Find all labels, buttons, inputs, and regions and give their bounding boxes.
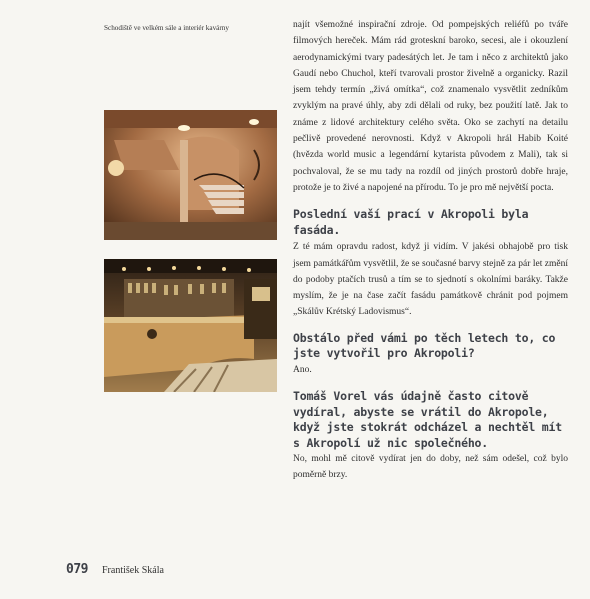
author-name: František Skála [101, 565, 164, 576]
body-paragraph: najít všemožné inspirační zdroje. Od pompejských reliéfů po tváře filmových hereček. Mám rád groteskní baroko, secesi, ale i okouzlení aerodynamickými tvary padesátých let. Je tam i něco z architektů jako Gaudí nebo Chuchol, kteří tvarovali prostor živelně a organicky. Razil jsem tehdy termín „živá omítka“, což znamenalo vysvětlit zedníkům zvyklým na pravé úhly, aby zdi dělali od ruky, bez použití latě. Jak to známe z lidové architektury celého světa. Oko se zachytí na detailu pečlivě provedené nerovnosti. Když v Akropoli hrál Habib Koité (hvězda world music a legendární kytarista původem z Mali), tak si pochvaloval, že se mu tady na rozdíl od jiných prostorů dobře hraje, protože je to živé a napojené na přírodu. To je pro mě největší pocta. [293, 20, 568, 193]
cafe-interior-photo [104, 259, 277, 392]
question-heading: Poslední vaší prací v Akropoli byla fasáda. [293, 207, 529, 237]
body-paragraph: No, mohl mě citově vydírat jen do doby, než sám odešel, což bylo poměrně brzy. [293, 454, 568, 481]
body-paragraph: Ano. [293, 364, 312, 375]
staircase-photo [104, 110, 277, 240]
article-column [293, 17, 568, 484]
question-heading: Obstálo před vámi po těch letech to, co jste vytvořil pro Akropoli? [293, 330, 556, 361]
photo-caption: Schodiště ve velkém sále a interiér kavárny [104, 24, 229, 32]
page-footer [66, 562, 164, 577]
question-heading: Tomáš Vorel vás údajně často citově vydíral, abyste se vrátil do Akropole, když jste stokrát odcházel a nechtěl mít s Akropolí už nic společného. [293, 389, 562, 450]
page-number: 079 [66, 562, 88, 577]
body-paragraph: Z té mám opravdu radost, když ji vidím. V jakési obhajobě pro tisk jsem památkářům vysvětlil, že se současné barvy stejně za pár let změní do podoby ptačích trusů a tím se to sjednotí s okolními baráky. Takže myslím, že je na čase začít fasádu památkově chránit pod pojmem „Skálův Krétský Ladovismus“. [293, 242, 568, 318]
